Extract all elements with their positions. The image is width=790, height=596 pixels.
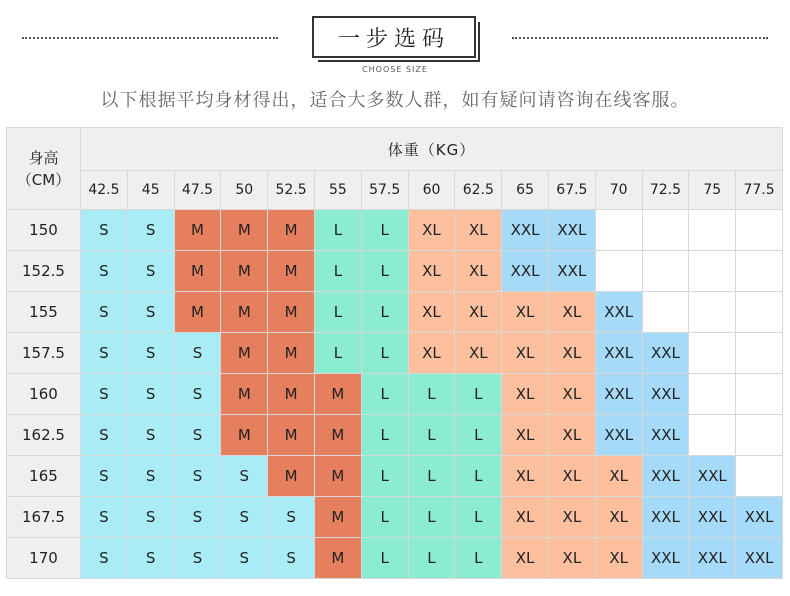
- empty-cell: [689, 415, 736, 456]
- size-cell: XL: [502, 497, 549, 538]
- size-cell: XXL: [642, 538, 689, 579]
- size-cell: S: [81, 497, 128, 538]
- size-cell: XXL: [502, 210, 549, 251]
- empty-cell: [689, 374, 736, 415]
- size-cell: S: [81, 333, 128, 374]
- size-cell: S: [268, 538, 315, 579]
- size-cell: XL: [408, 251, 455, 292]
- size-cell: S: [81, 210, 128, 251]
- size-cell: L: [314, 210, 361, 251]
- size-cell: S: [127, 415, 174, 456]
- size-cell: S: [81, 374, 128, 415]
- table-row: [7, 251, 783, 292]
- height-header-label: 身高 （CM）: [16, 148, 71, 189]
- size-cell: M: [314, 538, 361, 579]
- left-dotted-line: [22, 37, 278, 39]
- size-cell: L: [361, 538, 408, 579]
- size-cell: M: [268, 251, 315, 292]
- table-row: [7, 456, 783, 497]
- height-header: [7, 128, 81, 210]
- size-cell: S: [174, 497, 221, 538]
- size-cell: L: [455, 374, 502, 415]
- empty-cell: [736, 374, 783, 415]
- size-table-body: [7, 210, 783, 579]
- right-dotted-line: [512, 37, 768, 39]
- size-cell: M: [268, 456, 315, 497]
- page-title: 一步选码: [337, 26, 450, 52]
- size-cell: S: [127, 538, 174, 579]
- size-cell: S: [174, 374, 221, 415]
- size-cell: M: [268, 374, 315, 415]
- size-cell: L: [455, 497, 502, 538]
- size-cell: M: [221, 333, 268, 374]
- empty-cell: [689, 210, 736, 251]
- weight-header: 体重（KG）: [81, 128, 783, 171]
- size-cell: XL: [548, 456, 595, 497]
- size-cell: XXL: [689, 497, 736, 538]
- empty-cell: [689, 333, 736, 374]
- weight-column-header: 70: [595, 171, 642, 210]
- size-cell: S: [174, 456, 221, 497]
- size-cell: XL: [548, 497, 595, 538]
- size-cell: XXL: [548, 210, 595, 251]
- size-cell: S: [174, 538, 221, 579]
- size-cell: M: [221, 374, 268, 415]
- weight-column-header: 60: [408, 171, 455, 210]
- size-cell: XL: [595, 456, 642, 497]
- weight-column-header: 75: [689, 171, 736, 210]
- height-cell: 167.5: [7, 497, 81, 538]
- size-cell: XXL: [736, 497, 783, 538]
- empty-cell: [642, 210, 689, 251]
- empty-cell: [736, 415, 783, 456]
- weight-column-header: 47.5: [174, 171, 221, 210]
- height-cell: 152.5: [7, 251, 81, 292]
- table-row: [7, 538, 783, 579]
- size-cell: M: [221, 415, 268, 456]
- size-cell: L: [455, 538, 502, 579]
- size-cell: XXL: [502, 251, 549, 292]
- height-cell: 157.5: [7, 333, 81, 374]
- empty-cell: [689, 251, 736, 292]
- size-cell: M: [221, 292, 268, 333]
- size-cell: XXL: [642, 333, 689, 374]
- size-cell: XL: [548, 374, 595, 415]
- size-cell: XXL: [595, 333, 642, 374]
- size-cell: M: [314, 374, 361, 415]
- size-cell: L: [361, 210, 408, 251]
- size-cell: M: [221, 210, 268, 251]
- empty-cell: [642, 251, 689, 292]
- size-cell: XL: [595, 538, 642, 579]
- size-cell: S: [127, 210, 174, 251]
- page-subtitle: CHOOSE SIZE: [362, 65, 428, 74]
- size-cell: M: [314, 415, 361, 456]
- size-cell: S: [221, 538, 268, 579]
- size-cell: L: [408, 538, 455, 579]
- table-row: [7, 374, 783, 415]
- empty-cell: [736, 210, 783, 251]
- table-row: [7, 497, 783, 538]
- size-cell: S: [221, 456, 268, 497]
- size-cell: XXL: [642, 374, 689, 415]
- size-cell: XL: [595, 497, 642, 538]
- size-cell: S: [174, 415, 221, 456]
- size-cell: XXL: [595, 292, 642, 333]
- size-cell: S: [174, 333, 221, 374]
- size-cell: S: [127, 374, 174, 415]
- weight-column-header: 55: [314, 171, 361, 210]
- height-cell: 170: [7, 538, 81, 579]
- size-cell: XXL: [642, 415, 689, 456]
- size-cell: M: [268, 333, 315, 374]
- size-cell: XXL: [689, 538, 736, 579]
- weight-column-header: 52.5: [268, 171, 315, 210]
- size-cell: XXL: [595, 415, 642, 456]
- size-cell: S: [127, 333, 174, 374]
- size-cell: M: [314, 456, 361, 497]
- size-cell: XXL: [548, 251, 595, 292]
- empty-cell: [689, 292, 736, 333]
- size-cell: M: [174, 210, 221, 251]
- weight-values-row: [7, 171, 783, 210]
- size-cell: L: [408, 456, 455, 497]
- size-cell: L: [361, 333, 408, 374]
- header: [0, 0, 790, 120]
- size-cell: L: [314, 251, 361, 292]
- size-cell: S: [81, 251, 128, 292]
- size-cell: S: [81, 292, 128, 333]
- size-cell: L: [408, 374, 455, 415]
- weight-column-header: 42.5: [81, 171, 128, 210]
- weight-column-header: 67.5: [548, 171, 595, 210]
- size-cell: L: [361, 415, 408, 456]
- size-cell: XL: [548, 538, 595, 579]
- size-cell: L: [408, 415, 455, 456]
- size-cell: L: [361, 292, 408, 333]
- size-cell: L: [361, 251, 408, 292]
- empty-cell: [736, 456, 783, 497]
- size-cell: M: [174, 292, 221, 333]
- size-cell: L: [361, 456, 408, 497]
- table-row: [7, 292, 783, 333]
- weight-column-header: 65: [502, 171, 549, 210]
- size-cell: XL: [455, 210, 502, 251]
- size-cell: XL: [408, 333, 455, 374]
- size-cell: S: [221, 497, 268, 538]
- size-chart-table: [6, 127, 783, 579]
- weight-column-header: 72.5: [642, 171, 689, 210]
- size-cell: XL: [548, 292, 595, 333]
- size-cell: S: [127, 251, 174, 292]
- size-cell: S: [127, 456, 174, 497]
- size-cell: L: [408, 497, 455, 538]
- size-cell: L: [361, 374, 408, 415]
- size-cell: L: [361, 497, 408, 538]
- size-cell: XL: [502, 333, 549, 374]
- table-row: [7, 333, 783, 374]
- empty-cell: [642, 292, 689, 333]
- size-cell: XL: [502, 292, 549, 333]
- size-cell: S: [127, 292, 174, 333]
- size-cell: M: [174, 251, 221, 292]
- size-cell: M: [314, 497, 361, 538]
- size-cell: XL: [455, 251, 502, 292]
- size-cell: XXL: [736, 538, 783, 579]
- size-cell: XXL: [689, 456, 736, 497]
- size-cell: M: [268, 415, 315, 456]
- size-cell: S: [268, 497, 315, 538]
- height-cell: 155: [7, 292, 81, 333]
- size-cell: S: [127, 497, 174, 538]
- height-cell: 160: [7, 374, 81, 415]
- weight-column-header: 62.5: [455, 171, 502, 210]
- empty-cell: [736, 292, 783, 333]
- size-cell: L: [455, 415, 502, 456]
- size-cell: XL: [548, 333, 595, 374]
- size-cell: L: [455, 456, 502, 497]
- size-cell: S: [81, 415, 128, 456]
- table-row: [7, 415, 783, 456]
- weight-column-header: 57.5: [361, 171, 408, 210]
- size-cell: XL: [502, 456, 549, 497]
- weight-column-header: 50: [221, 171, 268, 210]
- empty-cell: [595, 210, 642, 251]
- size-cell: XXL: [642, 456, 689, 497]
- intro-text: 以下根据平均身材得出，适合大多数人群，如有疑问请咨询在线客服。: [100, 90, 690, 111]
- size-cell: L: [314, 333, 361, 374]
- empty-cell: [595, 251, 642, 292]
- weight-column-header: 45: [127, 171, 174, 210]
- size-cell: XL: [502, 538, 549, 579]
- size-cell: M: [268, 210, 315, 251]
- weight-column-header: 77.5: [736, 171, 783, 210]
- height-cell: 162.5: [7, 415, 81, 456]
- size-cell: M: [221, 251, 268, 292]
- size-cell: XL: [408, 292, 455, 333]
- size-cell: XL: [455, 292, 502, 333]
- size-cell: XXL: [595, 374, 642, 415]
- height-cell: 165: [7, 456, 81, 497]
- size-cell: XL: [408, 210, 455, 251]
- size-cell: XL: [502, 374, 549, 415]
- empty-cell: [736, 333, 783, 374]
- size-cell: XL: [548, 415, 595, 456]
- size-cell: XL: [455, 333, 502, 374]
- size-cell: XL: [502, 415, 549, 456]
- size-cell: S: [81, 456, 128, 497]
- size-cell: M: [268, 292, 315, 333]
- size-cell: XXL: [642, 497, 689, 538]
- height-cell: 150: [7, 210, 81, 251]
- table-row: [7, 210, 783, 251]
- empty-cell: [736, 251, 783, 292]
- size-cell: L: [314, 292, 361, 333]
- size-cell: S: [81, 538, 128, 579]
